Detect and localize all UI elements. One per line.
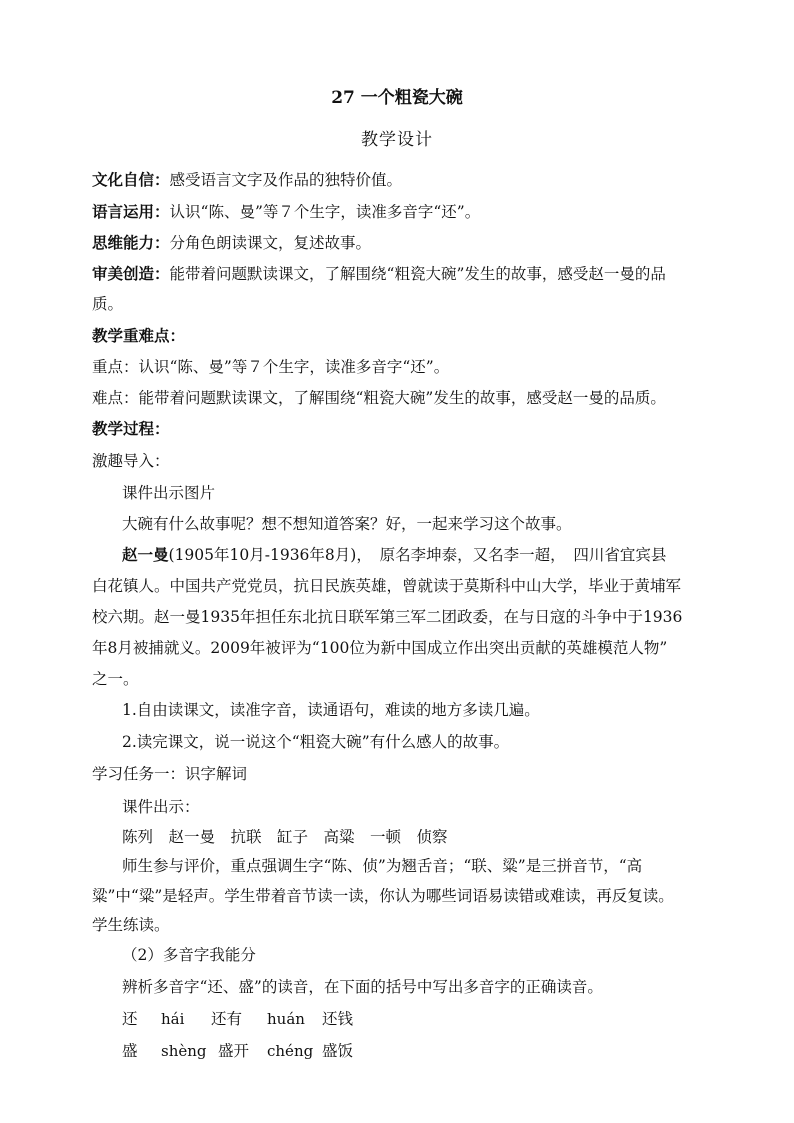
task1-comment-1: 师生参与评价，重点强调生字“陈、侦”为翘舌音；“联、粱”是三拼音节，“高 (122, 857, 643, 875)
goal-thinking-label: 思维能力： (92, 233, 170, 252)
goal-culture (92, 170, 402, 190)
polyphone-row-2-word1: 盛开 (218, 1042, 250, 1060)
key-point-difficulty: 难点：能带着问题默读课文，了解围绕“粗瓷大碗”发生的故事，感受赵一曼的品质。 (92, 389, 666, 407)
polyphone-row-2-word2: 盛饭 (322, 1042, 354, 1060)
goal-language-text: 认识“陈、曼”等７个生字，读准多音字“还”。 (169, 203, 481, 221)
page-subtitle: 教学设计 (361, 130, 433, 150)
process-step-1: 1.自由读课文，读准字音，读通语句，难读的地方多读几遍。 (122, 701, 540, 719)
polyphone-row-1-char: 还 (122, 1010, 138, 1028)
bio-line-1-text: (1905年10月-1936年8月)， 原名李坤泰，又名李一超， 四川省宜宾县 (168, 546, 667, 564)
goal-language (92, 202, 480, 222)
goal-language-label: 语言运用： (92, 202, 170, 221)
polyphone-row-1-py1: hái (161, 1010, 185, 1028)
bio-line-4: 年8月被捕就义。2009年被评为“100位为新中国成立作出突出贡献的英雄模范人物” (92, 639, 668, 657)
task1-show: 课件出示： (122, 798, 200, 816)
bio-line-5: 之一。 (92, 670, 139, 688)
process-step-2: 2.读完课文，说一说这个“粗瓷大碗”有什么感人的故事。 (122, 733, 510, 751)
task1-comment-2: 粱”中“粱”是轻声。学生带着音节读一读，你认为哪些词语易读错或难读，再反复读。 (92, 887, 674, 905)
polyphone-row-1-word1: 还有 (211, 1010, 243, 1028)
process-show-pic: 课件出示图片 (122, 484, 216, 502)
process-intro: 激趣导入： (92, 452, 170, 470)
goal-aesthetic-text: 能带着问题默读课文，了解围绕“粗瓷大碗”发生的故事，感受赵一曼的品 (169, 265, 666, 283)
task1-instruction: 辨析多音字“还、盛”的读音，在下面的括号中写出多音字的正确读音。 (122, 978, 603, 996)
polyphone-row-2-py1: shèng (161, 1042, 207, 1060)
bio-name: 赵一曼 (122, 545, 169, 564)
polyphone-row-2-py2: chéng (267, 1042, 314, 1060)
goal-culture-text: 感受语言文字及作品的独特价值。 (169, 171, 403, 189)
goal-thinking (92, 233, 371, 253)
task1-sub-heading: （2）多音字我能分 (122, 946, 256, 964)
bio-line-3: 校六期。赵一曼1935年担任东北抗日联军第三军二团政委，在与日寇的斗争中于1936 (92, 608, 683, 626)
task1-heading: 学习任务一：识字解词 (92, 765, 248, 783)
process-question: 大碗有什么故事呢？想不想知道答案？好，一起来学习这个故事。 (122, 515, 572, 533)
key-point-focus: 重点：认识“陈、曼”等７个生字，读准多音字“还”。 (92, 358, 450, 376)
goal-aesthetic-cont: 质。 (92, 295, 124, 313)
polyphone-row-1-py2: huán (267, 1010, 305, 1028)
goal-aesthetic-label: 审美创造： (92, 264, 170, 283)
page-title: 27 一个粗瓷大碗 (331, 88, 463, 108)
bio-line-1 (122, 545, 666, 565)
process-heading: 教学过程： (92, 419, 170, 438)
goal-thinking-text: 分角色朗读课文，复述故事。 (169, 234, 372, 252)
bio-line-2: 白花镇人。中国共产党党员，抗日民族英雄，曾就读于莫斯科中山大学，毕业于黄埔军 (92, 577, 682, 595)
key-points-heading: 教学重难点： (92, 326, 186, 345)
goal-aesthetic (92, 264, 666, 284)
polyphone-row-1-word2: 还钱 (322, 1010, 354, 1028)
task1-comment-3: 学生练读。 (92, 916, 170, 934)
task1-words: 陈列 赵一曼 抗联 缸子 高粱 一顿 侦察 (122, 828, 448, 846)
polyphone-row-2-char: 盛 (122, 1042, 138, 1060)
goal-culture-label: 文化自信： (92, 170, 170, 189)
